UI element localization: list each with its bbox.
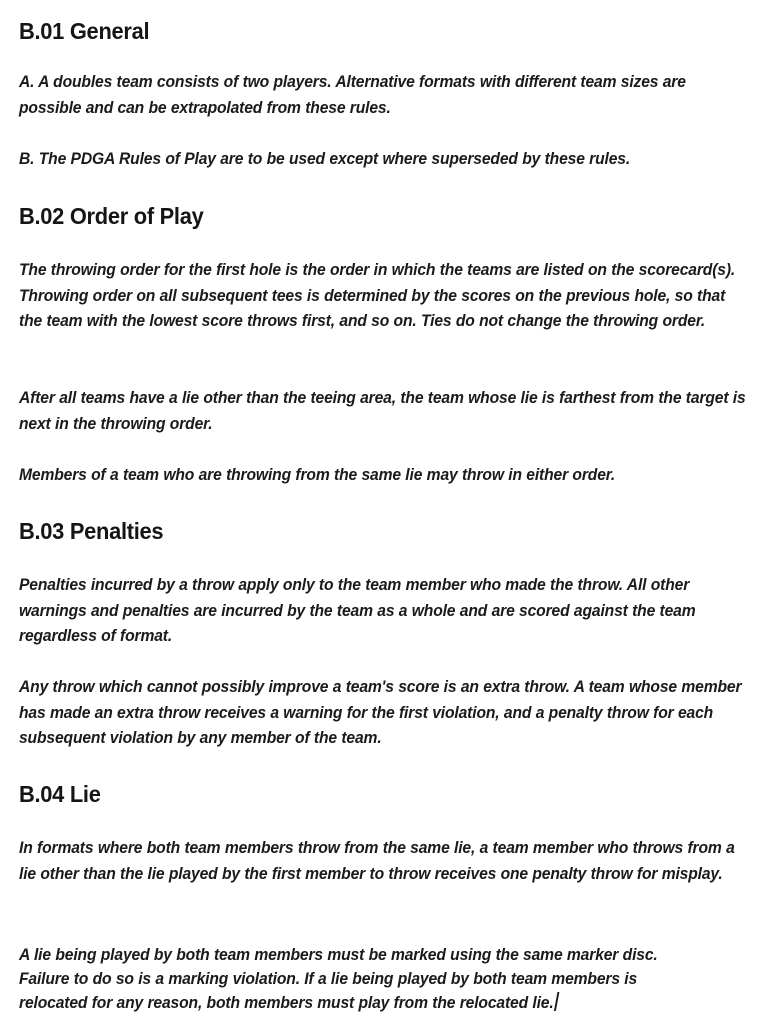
section-b01 [19,16,159,46]
section-b01-paragraph-b [19,147,766,173]
section-b02-paragraph-3 [19,463,766,489]
paragraph-text: B. The PDGA Rules of Play are to be used except where superseded by these rules. [19,150,631,168]
text-caret [554,992,559,1011]
paragraph-text [19,943,688,1016]
paragraph-text: Any throw which cannot possibly improve a team's score is an extra throw. A team whose member has made an extra throw receives a warning for the first violation, and a penalty throw for each subsequent violation by any member of the team. [19,678,742,748]
paragraph-text: Penalties incurred by a throw apply only to the team member who made the throw. All other warnings and penalties are incurred by the team as a whole and are scored against the team regardless of format. [19,576,696,646]
paragraph-text: After all teams have a lie other than the teeing area, the team whose lie is farthest from the target is next in the throwing order. [19,389,746,433]
paragraph-text: Members of a team who are throwing from the same lie may throw in either order. [19,466,616,484]
section-b04 [19,779,107,809]
section-b03-paragraph-1 [19,573,766,650]
paragraph-text: A. A doubles team consists of two players. Alternative formats with different team sizes are possible and can be extrapolated from these rules. [19,73,686,117]
section-b04-paragraph-1 [19,836,766,887]
section-b01-paragraph-a [19,70,766,121]
section-b03-paragraph-2 [19,675,766,752]
paragraph-text: The throwing order for the first hole is the order in which the teams are listed on the scorecard(s). Throwing order on all subsequent tees is determined by the scores on the previous hole, so that the team with the lowest score throws first, and so on. Ties do not change the throwing order. [19,261,736,331]
section-heading-b04: B.04 Lie [19,781,101,807]
section-b03 [19,516,174,546]
section-heading-b01: B.01 General [19,18,150,44]
section-b02-paragraph-2 [19,386,766,437]
section-b02-paragraph-1 [19,258,766,335]
section-heading-b02: B.02 Order of Play [19,203,204,229]
paragraph-text: In formats where both team members throw from the same lie, a team member who throws from a lie other than the lie played by the first member to throw receives one penalty throw for misplay. [19,839,735,883]
section-b04-paragraph-2 [19,943,719,1016]
paragraph-text-span: A lie being played by both team members must be marked using the same marker disc. Failure to do so is a marking violation. If a lie being played by both team members is relocated for any reason, both members must play from the relocated lie. [19,946,658,1013]
section-heading-b03: B.03 Penalties [19,518,164,544]
section-b02 [19,201,217,231]
